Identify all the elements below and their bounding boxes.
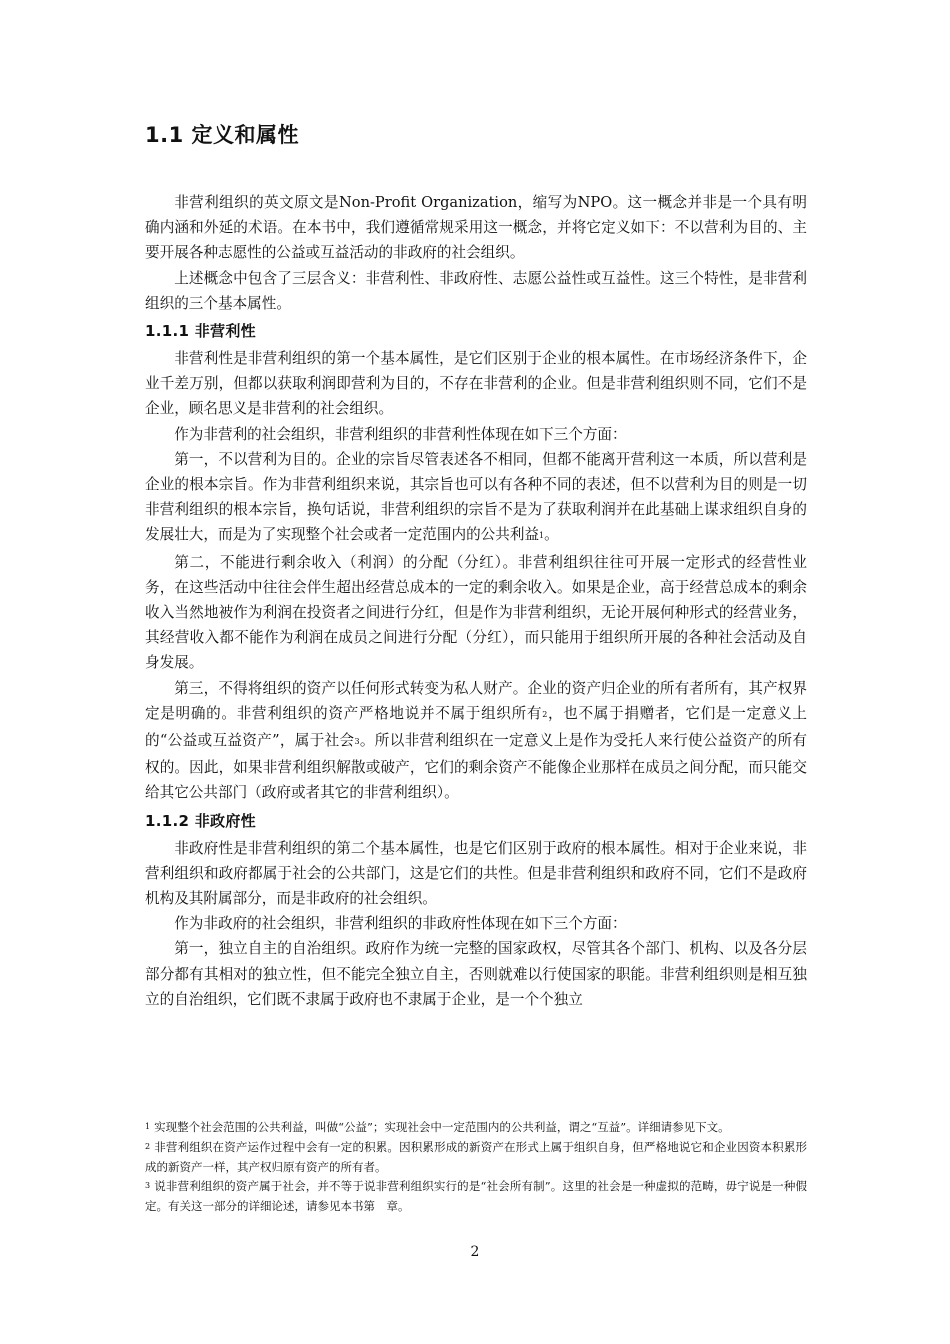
section-heading: 1.1 定义和属性 <box>145 123 300 147</box>
footnote-1 <box>145 1118 807 1138</box>
main-content <box>145 118 807 1012</box>
intro-paragraph-1: 非营利组织的英文原文是Non-Profit Organization，缩写为NPO。这一概念并非是一个具有明确内涵和外延的术语。在本书中，我们遵循常规采用这一概念，并将它定义如下：不以营利为目的、主要开展各种志愿性的公益或互益活动的非政府的社会组织。 <box>145 194 807 262</box>
s111-p5-text-c: 。所以非营利组织在一定意义上是作为受托人来行使公益资产的所有权的。因此，如果非营利组织解散或破产，它们的剩余资产不能像企业那样在成员之间分配，而只能交给其它公共部门（政府或者其它的非营利组织）。 <box>145 732 807 802</box>
s111-paragraph-5 <box>145 676 807 806</box>
footnote-ref-3[interactable]: 3 <box>354 737 360 747</box>
s111-p5-text-b: ，也不属于捐赠者，它们是一定意义上的“公益或互益资产”，属于社会 <box>145 704 807 750</box>
s111-p5-text-a: 第三，不得将组织的资产以任何形式转变为私人财产。企业的资产归企业的所有者所有，其产权界定是明确的。非营利组织的资产严格地说并不属于组织所有 <box>145 679 807 722</box>
intro-paragraph-2: 上述概念中包含了三层含义：非营利性、非政府性、志愿公益性或互益性。这三个特性，是非营利组织的三个基本属性。 <box>145 269 807 312</box>
footnote-ref-2[interactable]: 2 <box>542 709 548 719</box>
footnote-ref-1[interactable]: 1 <box>539 531 545 541</box>
footnote-2 <box>145 1138 807 1177</box>
footnote-text: 说非营利组织的资产属于社会，并不等于说非营利组织实行的是“社会所有制”。这里的社会是一种虚拟的范畴，毋宁说是一种假定。有关这一部分的详细论述，请参见本书第 章。 <box>145 1179 807 1213</box>
s111-paragraph-3 <box>145 447 807 550</box>
subsection-heading-1-1-1: 1.1.1 非营利性 <box>145 322 256 341</box>
footnote-text: 实现整个社会范围的公共利益，叫做“公益”；实现社会中一定范围内的公共利益，谓之“互益”。详细请参见下文。 <box>154 1120 730 1134</box>
s111-paragraph-1: 非营利性是非营利组织的第一个基本属性，是它们区别于企业的根本属性。在市场经济条件下，企业千差万别，但都以获取利润即营利为目的，不存在非营利的企业。但是非营利组织则不同，它们不是企业，顾名思义是非营利的社会组织。 <box>145 350 807 418</box>
s111-p3-end: 。 <box>544 526 559 544</box>
footnote-number: 1 <box>145 1122 151 1131</box>
page-number: 2 <box>470 1244 480 1260</box>
s111-p3-text: 第一，不以营利为目的。企业的宗旨尽管表述各不相同，但都不能离开营利这一本质，所以营利是企业的根本宗旨。作为非营利组织来说，其宗旨也可以有各种不同的表述，但不以营利为目的则是一切非营利组织的根本宗旨，换句话说，非营利组织的宗旨不是为了获取利润并在此基础上谋求组织自身的发展壮大，而是为了实现整个社会或者一定范围内的公共利益 <box>145 450 807 544</box>
footnote-3 <box>145 1177 807 1216</box>
footnote-number: 2 <box>145 1142 151 1151</box>
footnotes <box>145 1118 807 1216</box>
s112-paragraph-1: 非政府性是非营利组织的第二个基本属性，也是它们区别于政府的根本属性。相对于企业来说，非营利组织和政府都属于社会的公共部门，这是它们的共性。但是非营利组织和政府不同，它们不是政府机构及其附属部分，而是非政府的社会组织。 <box>145 839 807 908</box>
s112-paragraph-3: 第一，独立自主的自治组织。政府作为统一完整的国家政权，尽管其各个部门、机构、以及各分层部分都有其相对的独立性，但不能完全独立自主，否则就难以行使国家的职能。非营利组织则是相互独立的自治组织，它们既不隶属于政府也不隶属于企业，是一个个独立 <box>145 940 807 1008</box>
s112-paragraph-2: 作为非政府的社会组织，非营利组织的非政府性体现在如下三个方面： <box>174 915 627 933</box>
footnote-number: 3 <box>145 1181 151 1190</box>
s111-paragraph-4: 第二，不能进行剩余收入（利润）的分配（分红）。非营利组织往往可开展一定形式的经营性业务，在这些活动中往往会伴生超出经营总成本的一定的剩余收入。如果是企业，高于经营总成本的剩余收入当然地被作为利润在投资者之间进行分红，但是作为非营利组织，无论开展何种形式的经营业务，其经营收入都不能作为利润在成员之间进行分配（分红），而只能用于组织所开展的各种社会活动及自身发展。 <box>145 553 807 672</box>
s111-paragraph-2: 作为非营利的社会组织，非营利组织的非营利性体现在如下三个方面： <box>174 425 627 443</box>
footnote-text: 非营利组织在资产运作过程中会有一定的积累。因积累形成的新资产在形式上属于组织自身，但严格地说它和企业因资本积累形成的新资产一样，其产权归原有资产的所有者。 <box>145 1140 807 1174</box>
subsection-heading-1-1-2: 1.1.2 非政府性 <box>145 811 256 830</box>
